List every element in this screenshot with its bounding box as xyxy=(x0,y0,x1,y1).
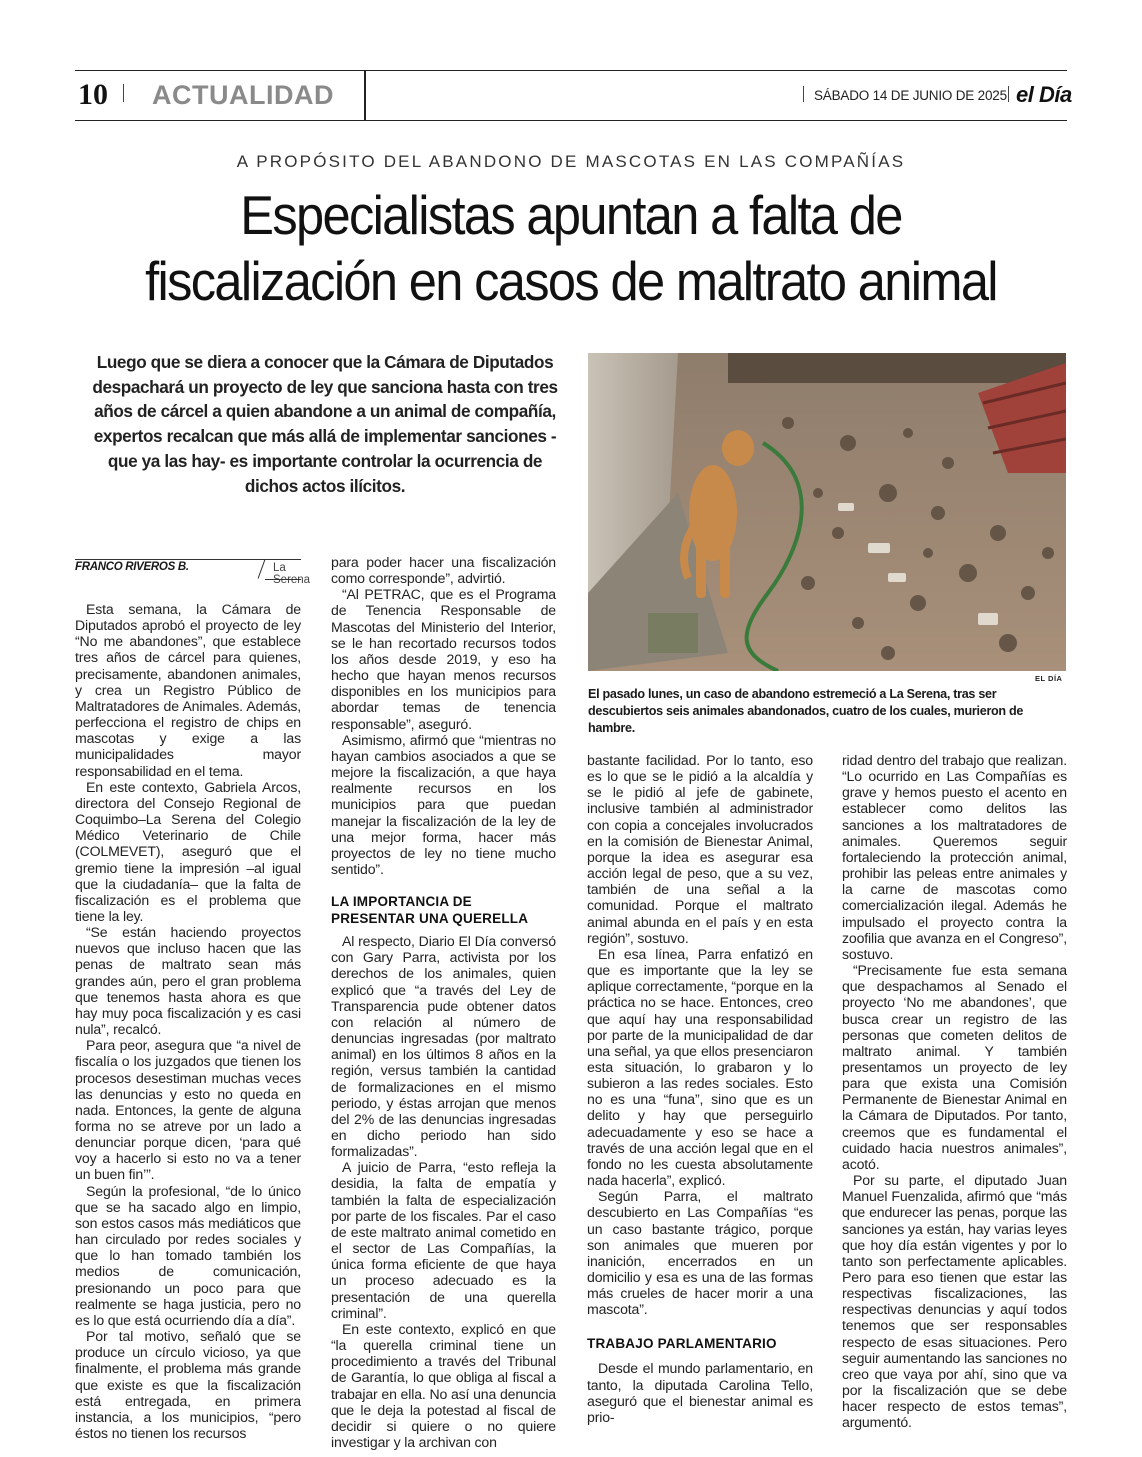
body-column-3 xyxy=(587,752,813,1425)
byline-rule xyxy=(75,559,301,560)
body-paragraph: “Precisamente fue esta semana que despachamos al Senado el proyecto ‘No me abandones’, que busca crear un registro de las personas que cometen delitos de maltrato animal. Y también presentamos un proyecto de ley para que exista una Comisión Permanente de Bienestar Animal en la Cámara de Diputados. Por tanto, creemos que es fundamental el cuidado hacia nuestros animales”, acotó. xyxy=(842,962,1067,1172)
body-column-1 xyxy=(75,601,301,1441)
body-paragraph: ridad dentro del trabajo que realizan. “Lo ocurrido en Las Compañías es grave y hemos puesto el acento en establecer como delitos las sanciones a los maltratadores de animales. Queremos seguir fortaleciendo la protección animal, prohibir las peleas entre animales y la carne de mascotas como comercialización ilegal. Además he impulsado el proyecto contra la zoofilia que avanza en el Congreso”, sostuvo. xyxy=(842,752,1067,962)
headline-line: Especialistas apuntan a falta de xyxy=(240,184,902,246)
body-paragraph: Al respecto, Diario El Día conversó con Gary Parra, activista por los derechos de los animales, quien explicó que “a través del Ley de Transparencia pude obtener datos con relación al número de denuncias ingresadas (por maltrato animal) en los últimos 8 años en la región, versus también la cantidad de formalizaciones en el mismo periodo, y éstas arrojan que menos del 2% de las denuncias ingresadas en dicho periodo han sido formalizadas”. xyxy=(331,933,556,1160)
body-paragraph: Esta semana, la Cámara de Diputados aprobó el proyecto de ley “No me abandones”, que establece tres años de cárcel para quienes, precisamente, abandonen animales, y crea un Registro Público de Maltratadores de Animales. Además, perfecciona el registro de chips en mascotas y exige a las municipalidades mayor responsabilidad en el tema. xyxy=(75,601,301,779)
subheading: TRABAJO PARLAMENTARIO xyxy=(587,1336,777,1352)
body-paragraph: Desde el mundo parlamentario, en tanto, la diputada Carolina Tello, aseguró que el bienestar animal es prio- xyxy=(587,1360,813,1425)
body-paragraph: En este contexto, Gabriela Arcos, directora del Consejo Regional de Coquimbo–La Serena del Colegio Médico Veterinario de Chile (COLMEVET), aseguró que el gremio tiene la impresión –al igual que la ciudadanía– que la falta de fiscalización es el problema que tiene la ley. xyxy=(75,778,301,924)
body-paragraph: para poder hacer una fiscalización como corresponde”, advirtió. xyxy=(331,554,556,587)
byline-rule xyxy=(265,579,301,580)
body-paragraph: Asimismo, afirmó que “mientras no hayan cambios asociados a que se mejore la fiscalización, a que haya realmente recursos en los municipios para que puedan manejar la fiscalización de la ley de una mejor forma, hacer más proyectos de ley no tiene mucho sentido”. xyxy=(331,731,556,877)
body-column-2 xyxy=(331,554,556,1450)
body-paragraph: En este contexto, explicó en que “la querella criminal tiene un procedimiento a través del Tribunal de Garantía, lo que obliga al fiscal a trabajar en ella. No así una denuncia que le deja la potestad al fiscal de decidir si quiere o no quiere investigar y la archivan con xyxy=(331,1320,556,1450)
byline-location: La Serena xyxy=(273,562,311,586)
header-bottom-rule xyxy=(75,120,1067,121)
header-divider xyxy=(123,84,124,102)
byline-author: FRANCO RIVEROS B. xyxy=(75,561,189,573)
subheading-line: PRESENTAR UNA QUERELLA xyxy=(331,911,529,927)
header-top-rule xyxy=(75,70,1067,71)
article-kicker: A PROPÓSITO DEL ABANDONO DE MASCOTAS EN LAS COMPAÑÍAS xyxy=(236,152,906,171)
header-vertical-rule xyxy=(364,70,366,120)
body-paragraph: En esa línea, Parra enfatizó en que es importante que la ley se aplique correctamente, “porque en la práctica no se hace. Entonces, creo que aquí hay una responsabilidad por parte de la municipalidad de dar una señal, ya que ellos presenciaron esta situación, lo grabaron y lo subieron a las redes sociales. Esto no es una “funa”, sino que es un delito y hay que perseguirlo adecuadamente y eso se hace a través de una acción legal que en el fondo no les cuesta absolutamente nada hacerla”, explicó. xyxy=(587,945,813,1189)
byline-slash xyxy=(258,559,266,578)
photo-caption: El pasado lunes, un caso de abandono estremeció a La Serena, tras ser descubiertos seis animales abandonados, cuatro de los cuales, murieron de hambre. xyxy=(588,687,1024,735)
section-title: ACTUALIDAD xyxy=(152,80,334,110)
body-paragraph: Para peor, asegura que “a nivel de fiscalía o los juzgados que tienen los procesos desestiman muchas veces las denuncias y esto no queda en nada. Entonces, la gente de alguna forma no se atreve por un lado a denunciar porque dicen, ‘para qué voy a hacerlo si esto no va a tener un buen fin’”. xyxy=(75,1037,301,1183)
body-paragraph: “Al PETRAC, que es el Programa de Tenencia Responsable de Mascotas del Ministerio del Interior, se le han recortado recursos todos los años desde 2019, y eso ha hecho que hayan menos recursos disponibles en los municipios para abordar temas de tenencia responsable”, aseguró. xyxy=(331,586,556,732)
body-paragraph: Según la profesional, “de lo único que se ha sacado algo en limpio, son estos casos más mediáticos que han circulado por redes sociales y que lo han tomado también los medios de comunicación, presionando un poco para que realmente se haga justicia, pero no es lo que está ocurriendo día a día”. xyxy=(75,1182,301,1328)
body-paragraph: “Se están haciendo proyectos nuevos que incluso hacen que las penas de maltrato sean más grandes aún, pero el gran problema que tenemos hasta ahora es que hay muy poca fiscalización y es casi nula”, recalcó. xyxy=(75,924,301,1038)
body-paragraph: Por tal motivo, señaló que se produce un círculo vicioso, ya que finalmente, el problema más grande que existe es que la fiscalización está entregada, en primera instancia, a los municipios, “pero éstos no tienen los recursos xyxy=(75,1328,301,1441)
subheading xyxy=(331,893,556,927)
header-divider xyxy=(803,86,804,102)
body-column-4 xyxy=(842,752,1067,1431)
article-photo xyxy=(588,353,1066,671)
newspaper-logo: el Día xyxy=(1016,82,1072,107)
page-number: 10 xyxy=(78,78,108,111)
body-paragraph: Según Parra, el maltrato descubierto en Las Compañías “es un caso bastante trágico, porque son animales que mueren por inanición, encerrados en un domicilio y esa es una de las formas más crueles de hacer morir a una mascota”. xyxy=(587,1188,813,1318)
subheading-line: LA IMPORTANCIA DE xyxy=(331,894,472,910)
body-paragraph: bastante facilidad. Por lo tanto, eso es lo que se le pidió a la alcaldía y se le pidió al jefe de gabinete, inclusive también al administrador con copia a concejales involucrados en la comisión de Bienestar Animal, porque la idea es asegurar esa acción legal de peso, que a su vez, también de una señal a la comunidad. Porque el maltrato animal abunda en el país y en esta región”, sostuvo. xyxy=(587,752,813,946)
issue-date: SÁBADO 14 DE JUNIO DE 2025 xyxy=(814,88,1007,103)
body-paragraph: Por su parte, el diputado Juan Manuel Fuenzalida, afirmó que “más que endurecer las penas, porque las sanciones ya están, hay varias leyes que hoy día están vigentes y por lo tanto son perfectamente aplicables. Pero para eso tienen que estar las respectivas fiscalizaciones, las respectivas denuncias y aquí todos tenemos que ser responsables respecto de esas situaciones. Pero seguir aumentando las sanciones no creo que vaya por ahí, sino que va por la fiscalización que se debe hacer respecto de estos temas”, argumentó. xyxy=(842,1172,1067,1431)
article-headline xyxy=(82,182,1059,314)
header-divider xyxy=(1008,86,1009,102)
article-lead: Luego que se diera a conocer que la Cámara de Diputados despachará un proyecto de ley que sanciona hasta con tres años de cárcel a quien abandone a un animal de compañía, expertos recalcan que más allá de implementar sanciones -que ya las hay- es importante controlar la ocurrencia de dichos actos ilícitos. xyxy=(92,352,558,496)
headline-line: fiscalización en casos de maltrato animal xyxy=(145,250,997,312)
body-paragraph: A juicio de Parra, “esto refleja la desidia, la falta de empatía y también la falta de especialización por parte de los fiscales. Par el caso de este maltrato animal cometido en el sector de Las Compañías, la única forma eficiente de que haya un proceso adecuado es la presentación de una querella criminal”. xyxy=(331,1159,556,1321)
photo-credit: EL DÍA xyxy=(1035,674,1063,683)
dog-photo-illustration xyxy=(588,353,1066,671)
byline xyxy=(75,559,311,586)
